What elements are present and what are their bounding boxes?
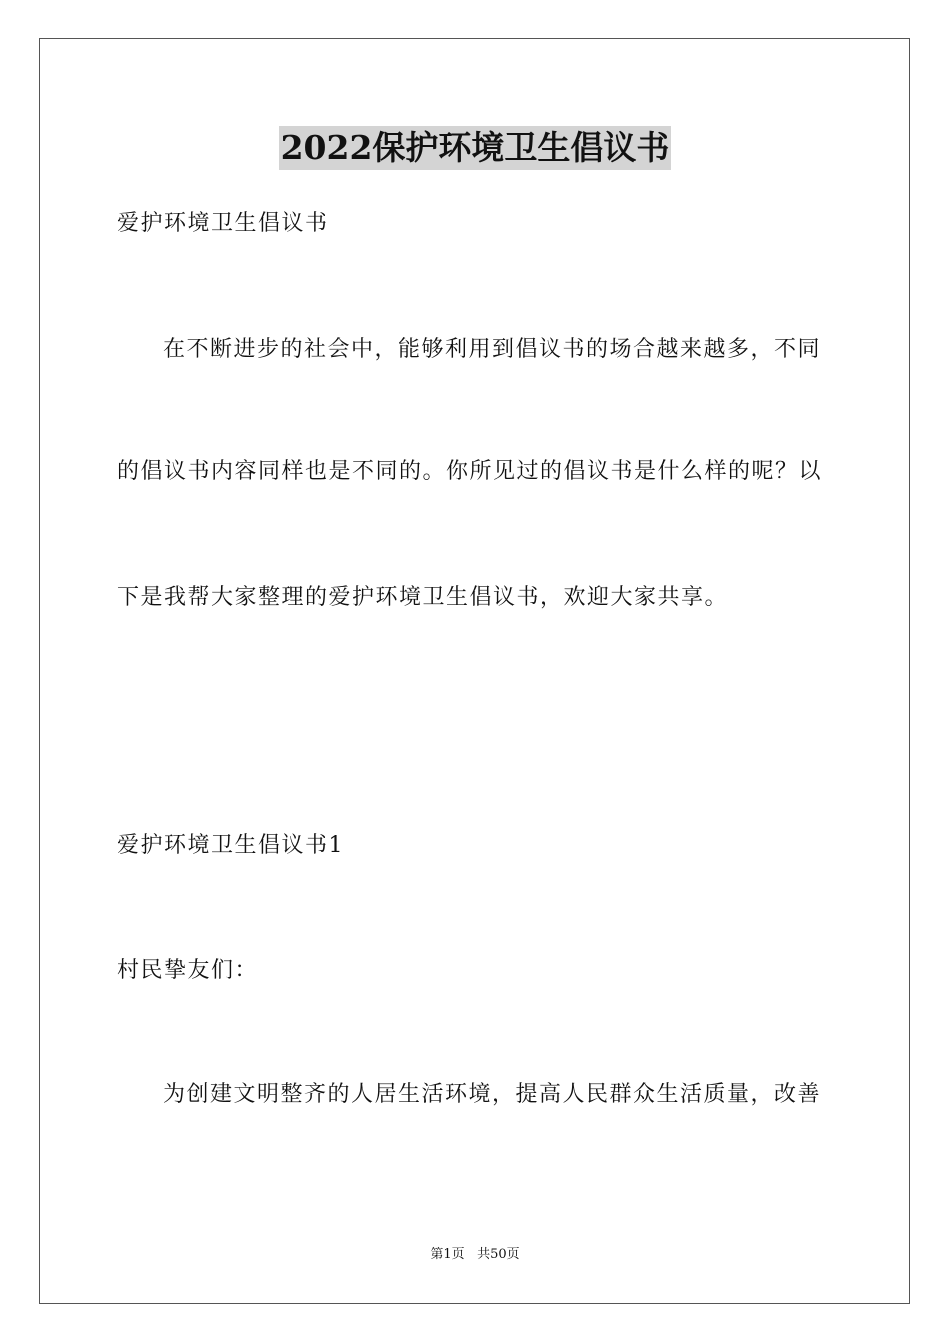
page-number: 第1页	[430, 1247, 465, 1262]
title-container	[0, 126, 950, 170]
body-line: 的倡议书内容同样也是不同的。你所见过的倡议书是什么样的呢？以	[117, 459, 823, 484]
body-line: 在不断进步的社会中，能够利用到倡议书的场合越来越多，不同	[163, 337, 822, 362]
body-line: 为创建文明整齐的人居生活环境，提高人民群众生活质量，改善	[163, 1082, 822, 1107]
page-footer	[0, 1246, 950, 1264]
page-total: 共50页	[477, 1247, 520, 1262]
section-heading: 爱护环境卫生倡议书1	[117, 833, 344, 858]
salutation-line: 村民挚友们：	[117, 958, 259, 983]
subtitle-line: 爱护环境卫生倡议书	[117, 211, 329, 236]
document-title: 2022保护环境卫生倡议书	[279, 126, 672, 170]
body-line: 下是我帮大家整理的爱护环境卫生倡议书，欢迎大家共享。	[117, 585, 729, 610]
